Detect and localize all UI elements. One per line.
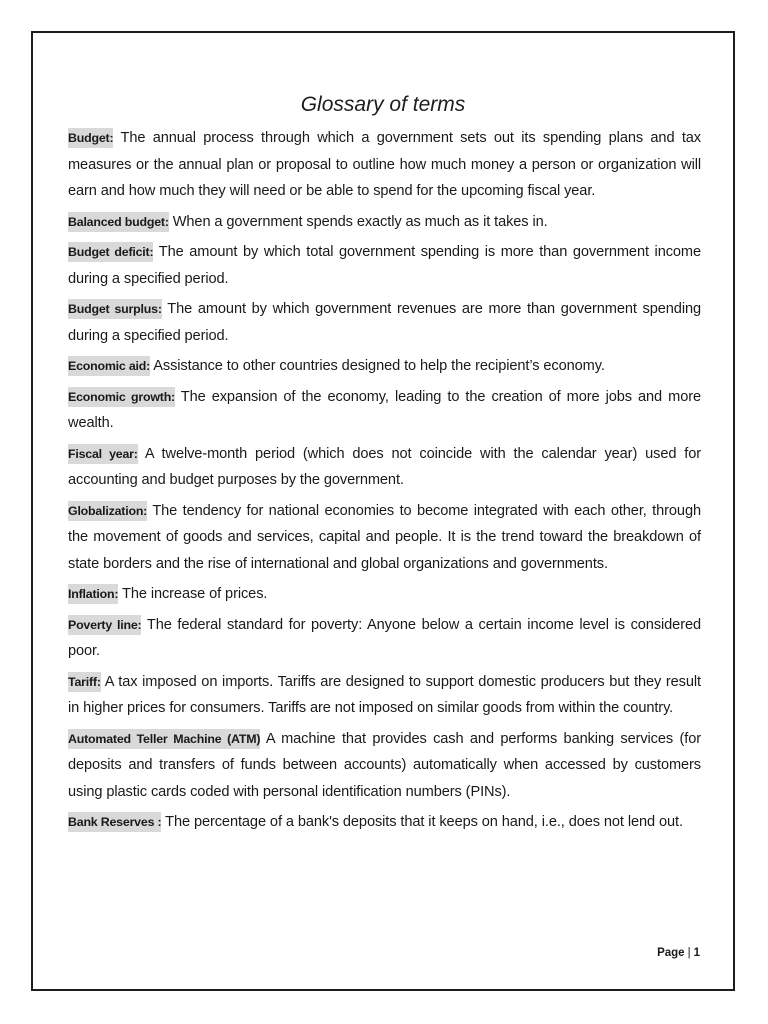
glossary-definition: A twelve-month period (which does not coincide with the calendar year) used for accounting and budget purposes by the government. bbox=[68, 445, 701, 488]
glossary-definition: The percentage of a bank's deposits that it keeps on hand, i.e., does not lend out. bbox=[165, 814, 683, 830]
glossary-term: Fiscal year: bbox=[68, 444, 138, 464]
glossary-term: Budget surplus: bbox=[68, 299, 162, 319]
glossary-definition: The tendency for national economies to become integrated with each other, through the movement of goods and services, capital and people. It is the trend toward the breakdown of state borders and the rise of international and global organizations and governments. bbox=[68, 502, 701, 572]
document-page bbox=[31, 31, 735, 991]
glossary-entry-budget bbox=[68, 125, 701, 205]
glossary-term: Poverty line: bbox=[68, 615, 141, 635]
glossary-entry-fiscal-year bbox=[68, 441, 701, 494]
glossary-entry-inflation bbox=[68, 581, 701, 608]
glossary-entry-globalization bbox=[68, 498, 701, 578]
glossary-term: Budget deficit: bbox=[68, 242, 153, 262]
glossary-term: Globalization: bbox=[68, 501, 147, 521]
glossary-entry-atm bbox=[68, 726, 701, 806]
glossary-term: Balanced budget: bbox=[68, 212, 169, 232]
glossary-term: Budget: bbox=[68, 128, 113, 148]
glossary-definition: The amount by which government revenues are more than government spending during a specified period. bbox=[68, 301, 701, 344]
glossary-definition: A machine that provides cash and performs banking services (for deposits and transfers of funds between accounts) automatically when accessed by customers using plastic cards coded with personal identification numbers (PINs). bbox=[68, 730, 701, 800]
glossary-definition: Assistance to other countries designed to help the recipient’s economy. bbox=[153, 358, 605, 374]
glossary-definition: The expansion of the economy, leading to the creation of more jobs and more wealth. bbox=[68, 388, 701, 431]
glossary-term: Inflation: bbox=[68, 584, 118, 604]
glossary-entry-economic-growth bbox=[68, 384, 701, 437]
glossary-definition: The amount by which total government spending is more than government income during a specified period. bbox=[68, 244, 701, 287]
glossary-definition: When a government spends exactly as much as it takes in. bbox=[172, 213, 548, 230]
glossary-entry-economic-aid bbox=[68, 353, 701, 380]
page-title: Glossary of terms bbox=[300, 93, 466, 116]
glossary-term: Economic growth: bbox=[68, 387, 175, 407]
glossary-term: Economic aid: bbox=[68, 356, 150, 376]
glossary-entry-budget-surplus bbox=[68, 296, 701, 349]
glossary-definition: The annual process through which a government sets out its spending plans and tax measures or the annual plan or proposal to outline how much money a person or organization will earn and how much they will need or be able to spend for the upcoming fiscal year. bbox=[68, 130, 701, 199]
glossary-entry-balanced-budget bbox=[68, 209, 701, 236]
page-separator: | bbox=[687, 947, 691, 959]
glossary-definition: The increase of prices. bbox=[122, 586, 268, 602]
glossary-entry-budget-deficit bbox=[68, 239, 701, 292]
glossary-term: Tariff: bbox=[68, 672, 101, 692]
page-label: Page bbox=[657, 947, 685, 959]
glossary-definition: The federal standard for poverty: Anyone below a certain income level is considered poor. bbox=[68, 616, 701, 659]
glossary-term: Automated Teller Machine (ATM) bbox=[68, 729, 260, 749]
glossary-list bbox=[68, 125, 701, 840]
page-number-footer bbox=[657, 947, 700, 959]
glossary-term: Bank Reserves : bbox=[68, 812, 161, 832]
page-number: 1 bbox=[693, 947, 700, 959]
glossary-entry-bank-reserves bbox=[68, 809, 701, 836]
glossary-entry-tariff bbox=[68, 669, 701, 722]
glossary-definition: A tax imposed on imports. Tariffs are designed to support domestic producers but they result in higher prices for consumers. Tariffs are not imposed on similar goods from within the country. bbox=[68, 673, 701, 716]
glossary-entry-poverty-line bbox=[68, 612, 701, 665]
